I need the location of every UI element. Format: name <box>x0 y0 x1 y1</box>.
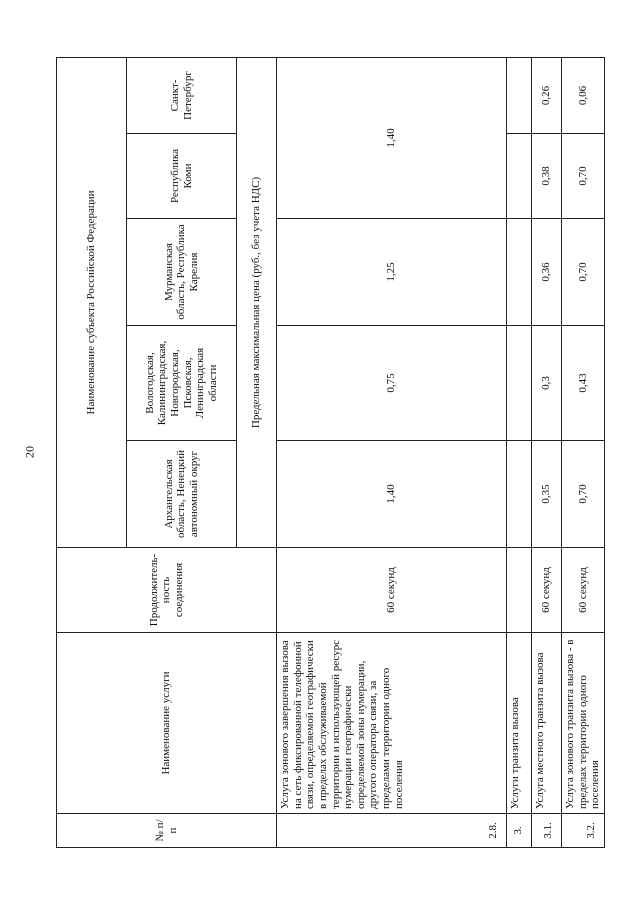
row-price <box>507 326 532 441</box>
header-subject-group: Наименование субъекта Российской Федерации <box>57 57 127 547</box>
table-row <box>532 57 562 847</box>
header-price-group: Предельная максимальная цена (руб., без учета НДС) <box>237 57 277 547</box>
table-row <box>277 57 507 847</box>
row-price: 1,40 <box>277 441 507 548</box>
row-price <box>507 134 532 219</box>
header-region-1: Архангельская область, Ненецкий автономный округ <box>127 441 237 548</box>
rotated-table-container <box>56 58 601 848</box>
header-region-2: Вологодская, Калининградская, Новгородская, Псковская, Ленинградская области <box>127 326 237 441</box>
header-region-3: Мурманская область, Республика Карелия <box>127 219 237 326</box>
row-price: 0,70 <box>562 219 605 326</box>
row-duration: 60 секунд <box>562 548 605 633</box>
row-duration: 60 секунд <box>532 548 562 633</box>
row-service: Услуги транзита вызова <box>507 633 532 814</box>
row-price: 0,70 <box>562 134 605 219</box>
row-service: Услуга зонового транзита вызова - в пределах территории одного поселения <box>562 633 605 814</box>
header-duration: Продолжитель-ность соединения <box>57 548 277 633</box>
row-duration <box>507 548 532 633</box>
header-region-4: Республика Коми <box>127 134 237 219</box>
row-price: 0,43 <box>562 326 605 441</box>
row-price: 1,25 <box>277 219 507 326</box>
row-price: 0,06 <box>562 57 605 133</box>
row-price: 0,70 <box>562 441 605 548</box>
row-num: 3.1. <box>532 814 562 848</box>
row-num: 2.8. <box>277 814 507 848</box>
row-price <box>507 441 532 548</box>
row-price: 1,40 <box>277 57 507 218</box>
row-price: 0,38 <box>532 134 562 219</box>
header-service: Наименование услуги <box>57 633 277 814</box>
row-num: 3.2. <box>562 814 605 848</box>
tariff-table <box>56 57 605 848</box>
table-row <box>562 57 605 847</box>
header-region-5: Санкт-Петербург <box>127 57 237 133</box>
row-price: 0,26 <box>532 57 562 133</box>
row-price: 0,3 <box>532 326 562 441</box>
header-num: № п/п <box>57 814 277 848</box>
page-number: 20 <box>22 446 37 458</box>
table-row <box>507 57 532 847</box>
row-price: 0,36 <box>532 219 562 326</box>
row-price: 0,35 <box>532 441 562 548</box>
row-num: 3. <box>507 814 532 848</box>
row-duration: 60 секунд <box>277 548 507 633</box>
row-service: Услуга местного транзита вызова <box>532 633 562 814</box>
row-price: 0,75 <box>277 326 507 441</box>
row-price <box>507 57 532 133</box>
row-price <box>507 219 532 326</box>
row-service: Услуга зонового завершения вызова на сеть фиксированной телефонной связи, определяемой географически в пределах обслуживаемой территории и использующей ресурс нумерации географически определяемой зоны нумерации, другого оператора связи, за пределами территории одного поселения <box>277 633 507 814</box>
